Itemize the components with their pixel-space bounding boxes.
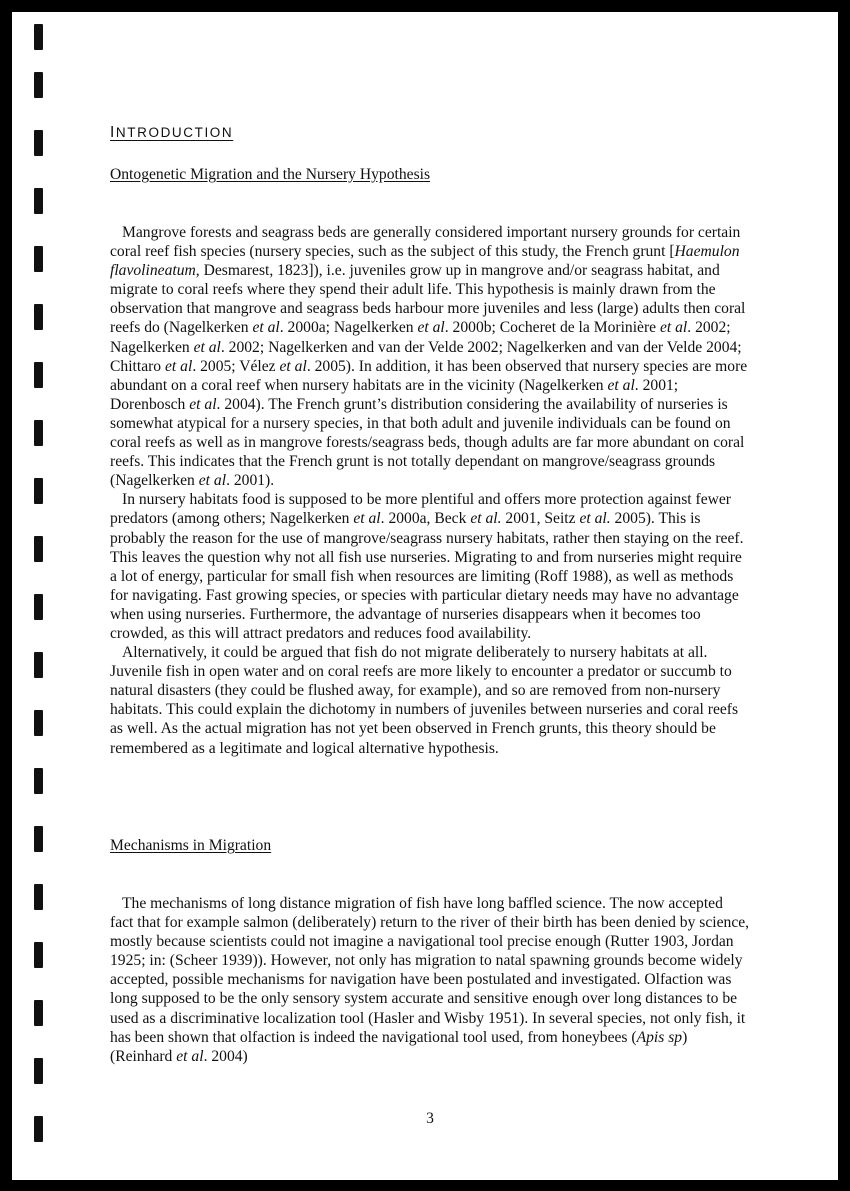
paragraph: Mangrove forests and seagrass beds are generally considered important nursery grounds for certain coral reef fish species (nursery species, such as the subject of this study, the French grunt [Haemulon flavolineatum, Desmarest, 1823]), i.e. juveniles grow up in mangrove and/or seagrass habitat, and migrate to coral reefs where they spend their adult life. This hypothesis is mainly drawn from the observation that mangrove and seagrass beds harbour more juveniles and less (large) adults then coral reefs do (Nagelkerken et al. 2000a; Nagelkerken et al. 2000b; Cocheret de la Morinière et al. 2002; Nagelkerken et al. 2002; Nagelkerken and van der Velde 2002; Nagelkerken and van der Velde 2004; Chittaro et al. 2005; Vélez et al. 2005). In addition, it has been observed that nursery species are more abundant on a coral reef when nursery habitats are in the vicinity (Nagelkerken et al. 2001; Dorenbosch et al. 2004). The French grunt’s distribution considering the availability of nurseries is somewhat atypical for a nursery species, in that both adult and juvenile individuals can be found on coral reefs as well as in mangrove forests/seagrass beds, though adults are far more abundant on coral reefs. This indicates that the French grunt is not totally dependant on mangrove/seagrass grounds (Nagelkerken et al. 2001). [110,224,748,490]
section-heading [110,123,233,142]
binding-hole [34,594,43,620]
page-number: 3 [426,1110,434,1127]
binding-hole [34,710,43,736]
italic-text: et al [252,319,280,337]
binding-hole [34,1116,43,1142]
section-heading-initial: I [110,124,116,141]
italic-text: et al [193,338,221,356]
binding-hole [34,246,43,272]
italic-text: et al. [470,510,502,528]
italic-text: Haemulon flavolineatum [110,243,740,280]
text-block-nursery-hypothesis [110,223,750,758]
italic-text: et al [165,357,193,375]
binding-hole [34,652,43,678]
italic-text: et al. [579,510,611,528]
italic-text: et al [607,376,635,394]
binding-hole [34,826,43,852]
binding-hole [34,536,43,562]
italic-text: et al [417,319,445,337]
binding-hole [34,1000,43,1026]
italic-text: et al [279,357,307,375]
binding-hole [34,362,43,388]
italic-text: et al [198,472,227,490]
spiral-binding [34,12,54,1180]
binding-hole [34,1058,43,1084]
italic-text: et al [189,395,217,413]
section-heading-rest: NTRODUCTION [115,125,234,140]
italic-text: et al [659,319,688,337]
binding-hole [34,420,43,446]
binding-hole [34,478,43,504]
paragraph: The mechanisms of long distance migration of fish have long baffled science. The now accepted fact that for example salmon (deliberately) return to the river of their birth has been denied by science, mostly because scientists could not imagine a navigational tool precise enough (Rutter 1903, Jordan 1925; in: (Scheer 1939)). However, not only has migration to natal spawning grounds become widely accepted, possible mechanisms for navigation have been postulated and investigated. Olfaction was long supposed to be the only sensory system accurate and sensitive enough over long distances to be used as a discriminative localization tool (Hasler and Wisby 1951). In several species, not only fish, it has been shown that olfaction is indeed the navigational tool used, from honeybees (Apis sp) (Reinhard et al. 2004) [110,895,750,1065]
subheading-ontogenetic-migration: Ontogenetic Migration and the Nursery Hypothesis [110,166,431,183]
binding-hole [34,188,43,214]
paragraph: In nursery habitats food is supposed to be more plentiful and offers more protection against fewer predators (among others; Nagelkerken et al. 2000a, Beck et al. 2001, Seitz et al. 2005). This is probably the reason for the use of mangrove/seagrass nursery habitats, rather then staying on the reef. This leaves the question why not all fish use nurseries. Migrating to and from nurseries might require a lot of energy, particular for small fish when resources are limiting (Roff 1988), as well as methods for navigating. Fast growing species, or species with particular dietary needs may have no advantage when using nurseries. Furthermore, the advantage of nurseries disappears when it becomes too crowded, as this will attract predators and reduces food availability. [110,491,744,642]
subheading-mechanisms-in-migration: Mechanisms in Migration [110,837,272,854]
italic-text: Apis sp [636,1028,683,1046]
binding-hole [34,72,43,98]
binding-hole [34,768,43,794]
italic-text: et al [353,510,381,528]
binding-hole [34,24,43,50]
binding-hole [34,130,43,156]
binding-hole [34,304,43,330]
text-block-mechanisms [110,894,750,1066]
italic-text: et al [176,1047,204,1065]
binding-hole [34,884,43,910]
paragraph: Alternatively, it could be argued that fish do not migrate deliberately to nursery habitats at all. Juvenile fish in open water and on coral reefs are more likely to encounter a predator or succumb to natural disasters (they could be flushed away, for example), and so are removed from non-nursery habitats. This could explain the dichotomy in numbers of juveniles between nurseries and coral reefs as well. As the actual migration has not yet been observed in French grunts, this theory should be remembered as a legitimate and logical alternative hypothesis. [110,644,739,757]
binding-hole [34,942,43,968]
document-page [12,12,838,1180]
